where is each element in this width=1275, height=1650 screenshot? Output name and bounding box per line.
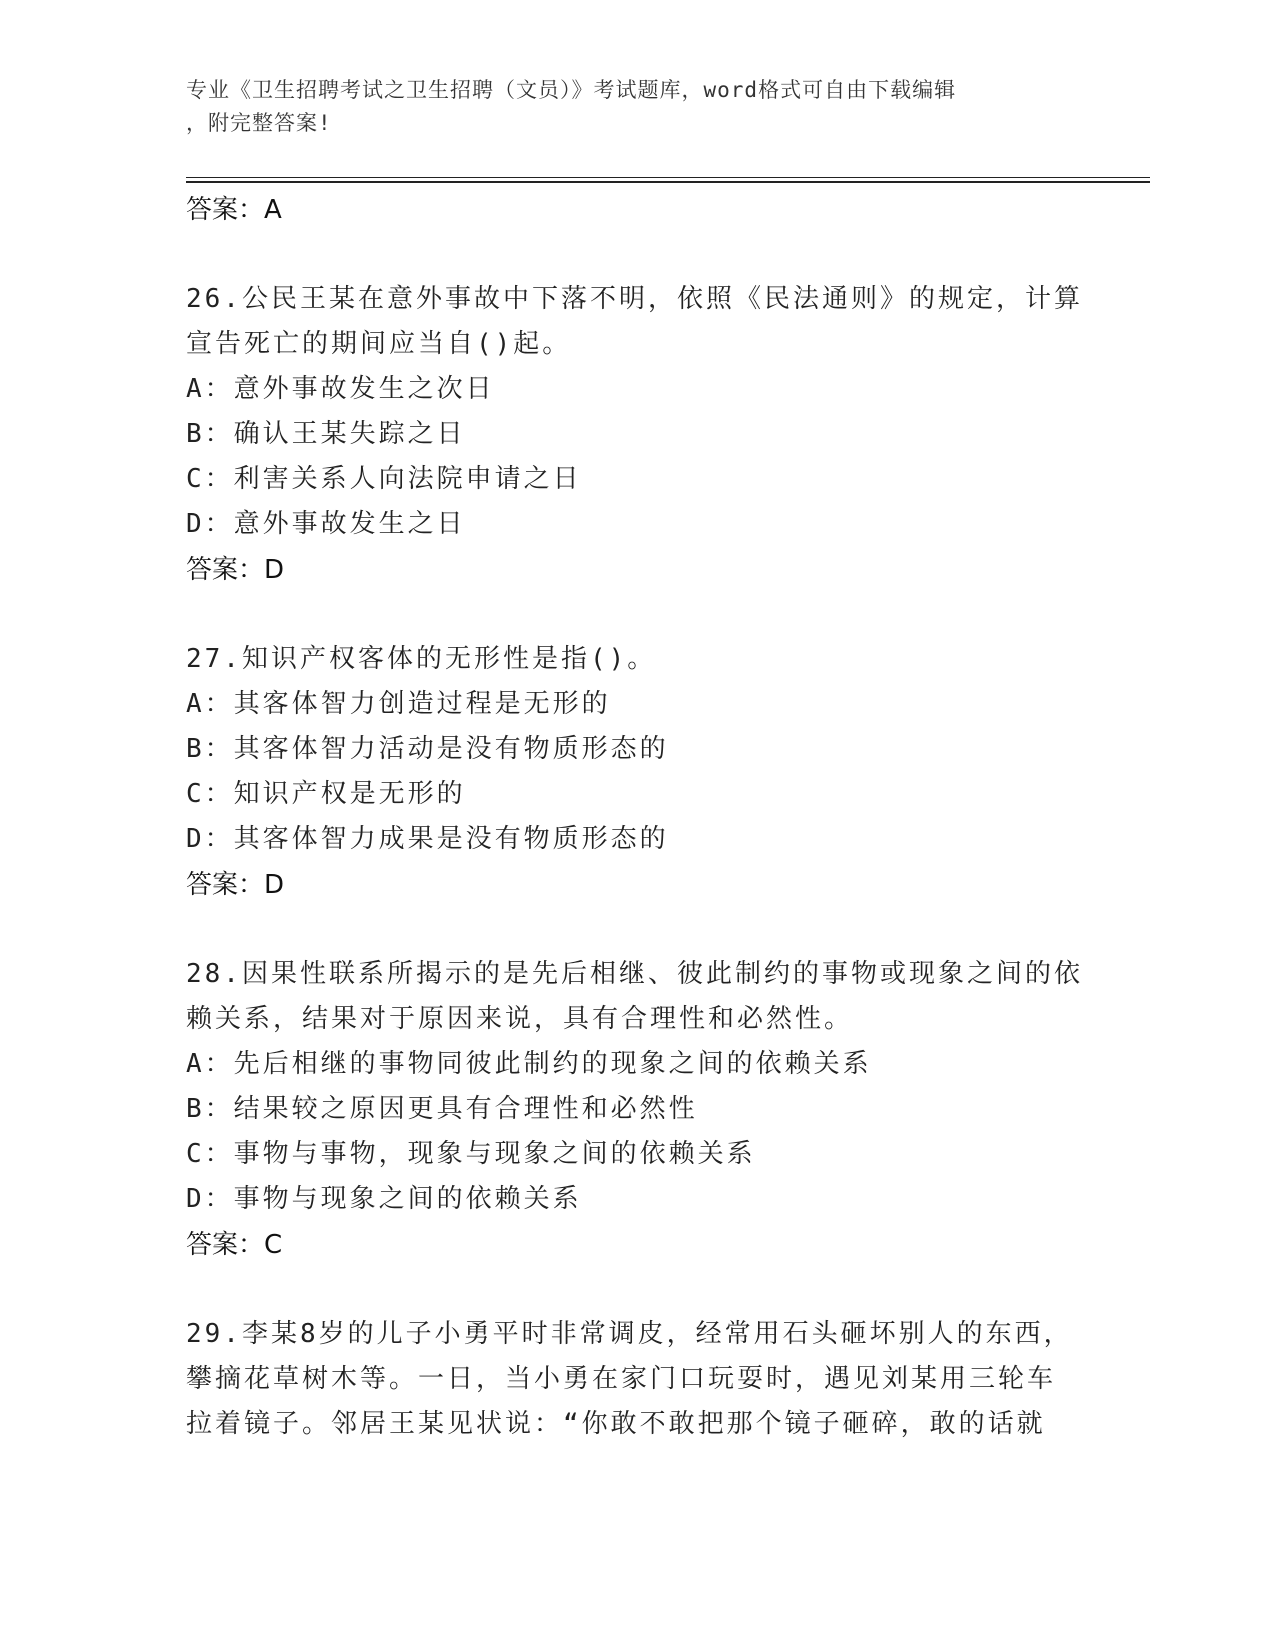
question-26 (186, 277, 1086, 593)
option-a: A：其客体智力创造过程是无形的 (186, 689, 611, 719)
question-28 (186, 952, 1086, 1268)
answer-line: 答案：D (186, 870, 285, 900)
question-27 (186, 637, 1086, 908)
option-a: A：意外事故发生之次日 (186, 374, 495, 404)
question-text-line: 26.公民王某在意外事故中下落不明，依照《民法通则》的规定，计算 (186, 284, 1083, 314)
answer-line: 答案：A (186, 195, 282, 225)
header-divider-thin (186, 177, 1150, 178)
document-header (186, 74, 1066, 140)
option-c: C：利害关系人向法院申请之日 (186, 464, 582, 494)
option-c: C：事物与事物，现象与现象之间的依赖关系 (186, 1139, 756, 1169)
header-divider-thick (186, 181, 1150, 183)
option-d: D：其客体智力成果是没有物质形态的 (186, 824, 669, 854)
option-d: D：意外事故发生之日 (186, 509, 466, 539)
option-c: C：知识产权是无形的 (186, 779, 466, 809)
option-b: B：结果较之原因更具有合理性和必然性 (186, 1094, 698, 1124)
option-d: D：事物与现象之间的依赖关系 (186, 1184, 582, 1214)
question-text-line: 拉着镜子。邻居王某见状说：“你敢不敢把那个镜子砸碎，敢的话就 (186, 1409, 1046, 1439)
header-line-2: ，附完整答案! (186, 111, 332, 135)
option-a: A：先后相继的事物同彼此制约的现象之间的依赖关系 (186, 1049, 872, 1079)
question-text-line: 赖关系，结果对于原因来说，具有合理性和必然性。 (186, 1004, 854, 1034)
question-text-line: 28.因果性联系所揭示的是先后相继、彼此制约的事物或现象之间的依 (186, 959, 1083, 989)
option-b: B：确认王某失踪之日 (186, 419, 466, 449)
question-list (186, 187, 1086, 1491)
answer-line: 答案：D (186, 555, 285, 585)
question-29 (186, 1312, 1086, 1447)
header-line-1: 专业《卫生招聘考试之卫生招聘（文员）》考试题库，word格式可自由下载编辑 (186, 78, 957, 102)
option-b: B：其客体智力活动是没有物质形态的 (186, 734, 669, 764)
answer-line: 答案：C (186, 1230, 283, 1260)
question-text-line: 攀摘花草树木等。一日，当小勇在家门口玩耍时，遇见刘某用三轮车 (186, 1364, 1057, 1394)
question-text-line: 29.李某8岁的儿子小勇平时非常调皮，经常用石头砸坏别人的东西， (186, 1319, 1073, 1349)
question-text-line: 宣告死亡的期间应当自()起。 (186, 329, 572, 359)
question-text-line: 27.知识产权客体的无形性是指()。 (186, 644, 657, 674)
